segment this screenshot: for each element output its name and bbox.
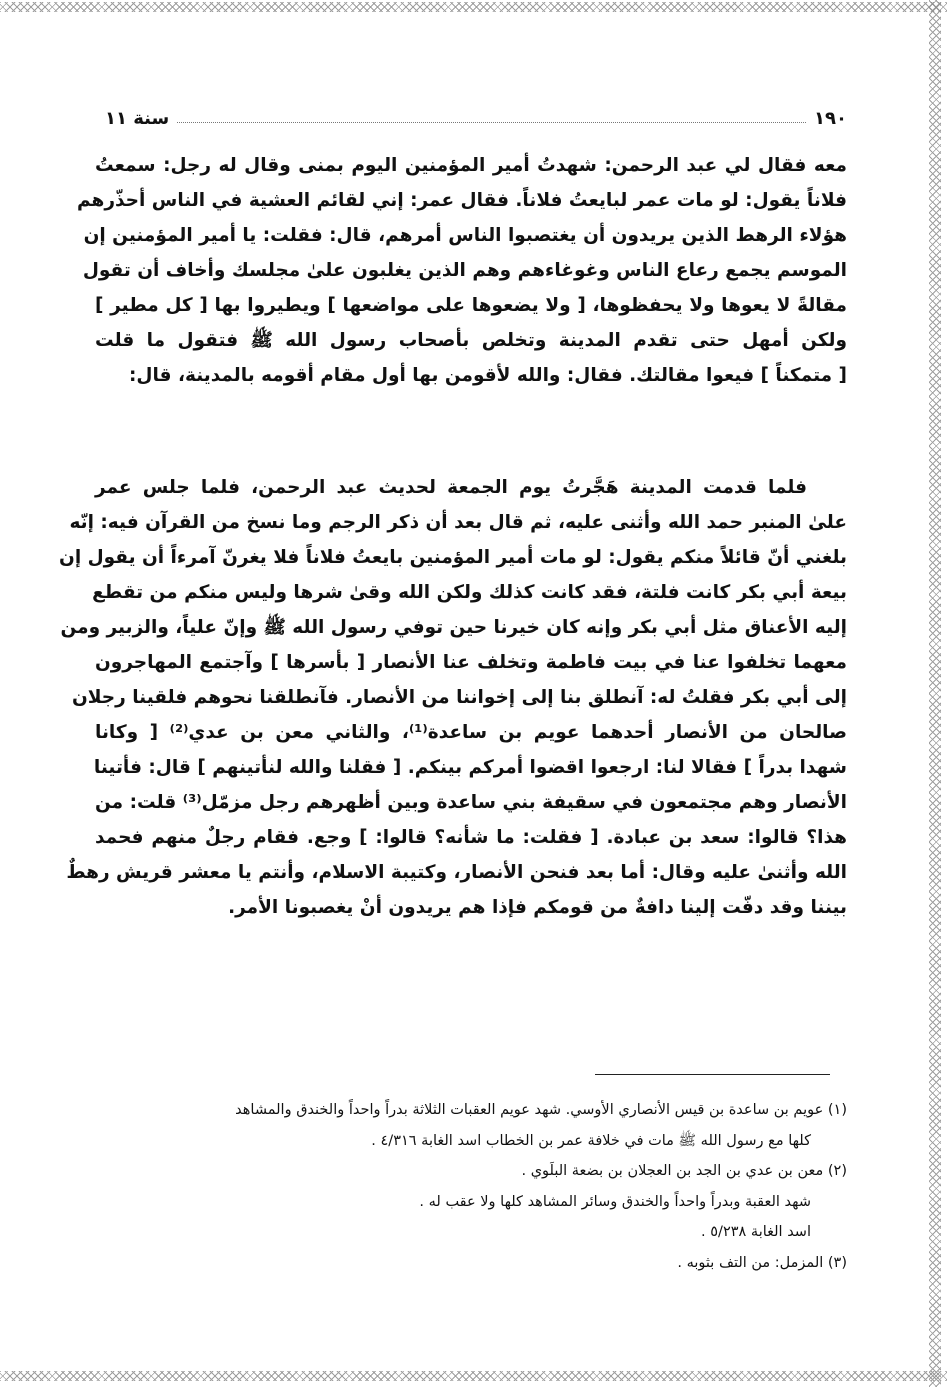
footnote-line: (١) عويم بن ساعدة بن قيس الأنصاري الأوسي. شهد عويم العقبات الثلاثة بدراً واحداً والخندق والمشاهد	[235, 1102, 847, 1118]
text-line: معهما تخلفوا عنا في بيت فاطمة وتخلف عنا الأنصار [ بأسرها ] وآجتمع المهاجرون	[95, 652, 847, 673]
text-line: الأنصار وهم مجتمعون في سقيفة بني ساعدة وبين أظهرهم رجل مزمّل⁽³⁾ قلت: من	[95, 792, 847, 813]
footnote-line: شهد العقبة وبدراً واحداً والخندق وسائر المشاهد كلها ولا عقب له .	[419, 1193, 811, 1210]
page-header	[105, 104, 847, 132]
paragraph-2	[59, 470, 848, 925]
text-line: صالحان من الأنصار أحدهما عويم بن ساعدة⁽¹⁾، والثاني معن بن عدي⁽²⁾ [ وكانا	[95, 722, 848, 743]
text-line: بلغني أنّ قائلاً منكم يقول: لو مات أمير المؤمنين بايعتُ فلاناً فلا يغرنّ آمرءاً أن يقول إن	[59, 547, 847, 568]
footnotes	[95, 1095, 847, 1278]
text-line: الموسم يجمع رعاع الناس وغوغاءهم وهم الذين يغلبون علىٰ مجلسك وأخاف أن تقول	[82, 260, 847, 281]
paragraph-1	[77, 148, 847, 393]
text-line: الله وأثنىٰ عليه وقال: أما بعد فنحن الأنصار، وكتيبة الاسلام، وأنتم يا معشر قريش رهطٌ	[66, 862, 847, 883]
page-number: ١٩٠	[814, 107, 847, 129]
text-line: بيعة أبي بكر كانت فلتة، فقد كانت كذلك ولكن الله وقىٰ شرها وليس منكم من تقطع	[92, 582, 847, 603]
footnote-separator	[595, 1074, 830, 1075]
ornamental-border-right	[929, 0, 941, 1387]
text-line: إلى أبي بكر فقلتُ له: آنطلق بنا إلى إخواننا من الأنصار. فآنطلقنا نحوهم فلقينا رجلان	[71, 687, 847, 708]
text-line: فلاناً يقول: لو مات عمر لبايعتُ فلاناً. فقال عمر: إني لقائم العشية في الناس أحذّرهم	[77, 190, 847, 211]
text-line: إليه الأعناق مثل أبي بكر وإنه كان خيرنا حين توفي رسول الله ﷺ وإنّ علياً، والزبير ومن	[60, 617, 847, 638]
ornamental-border-top	[0, 2, 947, 12]
footnote-line: كلها مع رسول الله ﷺ مات في خلافة عمر بن الخطاب اسد الغابة ٤/٣١٦ .	[371, 1132, 811, 1149]
running-title: سنة ١١	[105, 107, 170, 129]
text-line: شهدا بدراً ] فقالا لنا: ارجعوا اقضوا أمركم بينكم. [ فقلنا والله لنأتينهم ] قال: فأتينا	[93, 757, 847, 778]
footnote-line: (٣) المزمل: من التف بثوبه .	[677, 1254, 847, 1271]
text-line: فلما قدمت المدينة هَجَّرتُ يوم الجمعة لحديث عبد الرحمن، فلما جلس عمر	[95, 477, 807, 498]
text-line: معه فقال لي عبد الرحمن: شهدتُ أمير المؤمنين اليوم بمنى وقال له رجل: سمعتُ	[95, 155, 847, 176]
text-line: هؤلاء الرهط الذين يريدون أن يغتصبوا الناس أمرهم، قال: فقلت: يا أمير المؤمنين إن	[83, 225, 847, 246]
text-line: علىٰ المنبر حمد الله وأثنى عليه، ثم قال بعد أن ذكر الرجم وما نسخ من القرآن فيه: إنّه	[69, 512, 847, 533]
header-dotted-rule	[177, 122, 806, 123]
text-line: [ متمكناً ] فيعوا مقالتك. فقال: والله لأقومن بها أول مقام أقومه بالمدينة، قال:	[129, 365, 847, 386]
ornamental-border-bottom	[0, 1371, 947, 1381]
text-line: مقالةً لا يعوها ولا يحفظوها، [ ولا يضعوها على مواضعها ] ويطيروا بها [ كل مطير ]	[95, 295, 847, 316]
text-line: هذا؟ قالوا: سعد بن عبادة. [ فقلت: ما شأنه؟ قالوا: ] وجع. فقام رجلٌ منهم فحمد	[95, 827, 847, 848]
text-line: ولكن أمهل حتى تقدم المدينة وتخلص بأصحاب رسول الله ﷺ فتقول ما قلت	[95, 330, 847, 351]
footnote-line: اسد الغابة ٥/٢٣٨ .	[701, 1224, 811, 1240]
footnote-line: (٢) معن بن عدي بن الجد بن العجلان بن بضعة البلَوي .	[521, 1163, 847, 1179]
text-line: بيننا وقد دفّت إلينا دافةٌ من قومكم فإذا هم يريدون أنْ يغصبونا الأمر.	[228, 897, 847, 918]
